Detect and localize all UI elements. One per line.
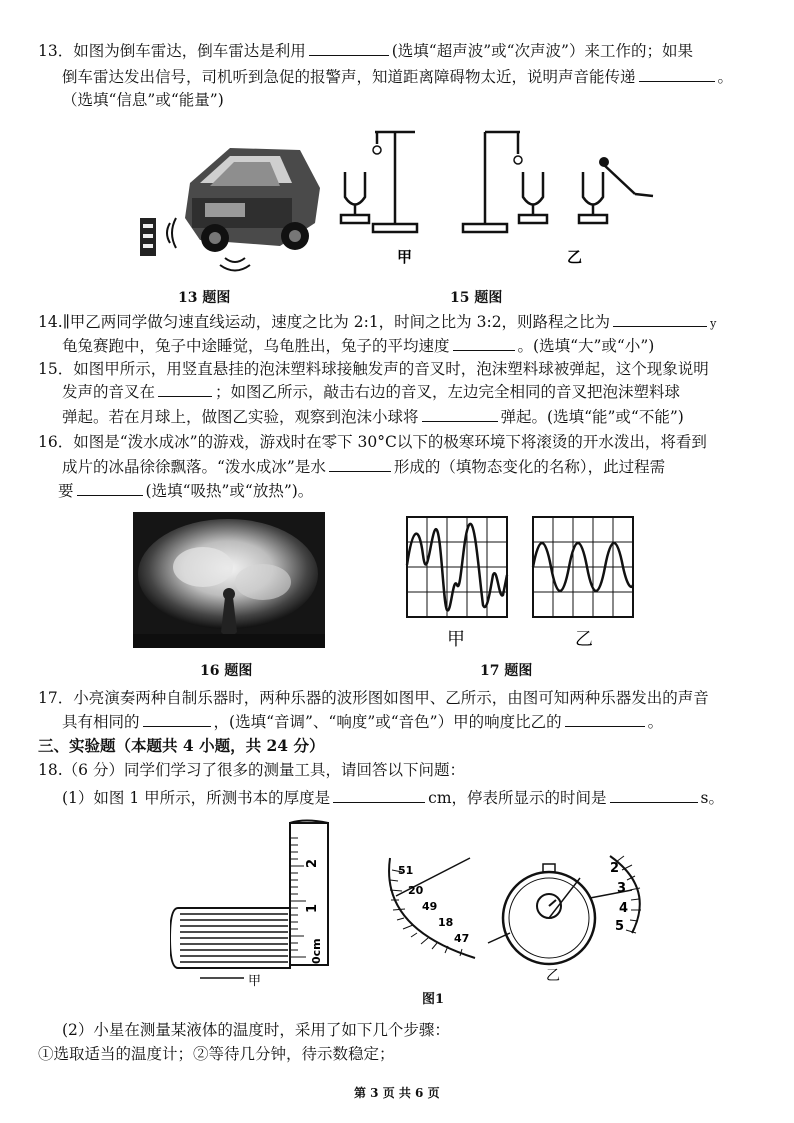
fig17-label-yi: 乙 <box>575 629 593 650</box>
q15-blank1[interactable] <box>158 381 212 397</box>
q13-line3: （选填“信息”或“能量”) <box>62 91 224 109</box>
q13-blank2[interactable] <box>639 66 715 82</box>
q18-part2: (2）小星在测量某液体的温度时，采用了如下几个步骤： <box>62 1021 450 1039</box>
q16-blank1[interactable] <box>329 456 391 472</box>
ruler-label-0cm: 0cm <box>310 938 323 964</box>
ruler-label-1: 1 <box>305 903 320 913</box>
q14-blank2[interactable] <box>453 335 515 351</box>
q15-line1: 15．如图甲所示，用竖直悬挂的泡沫塑料球接触发声的音叉时，泡沫塑料球被弹起，这个现象说明 <box>38 360 709 378</box>
fig1-label-jia: 甲 <box>248 974 262 989</box>
q15-blank2[interactable] <box>422 406 498 422</box>
q18-steps: ①选取适当的温度计；②等待几分钟，待示数稳定； <box>38 1045 395 1063</box>
dial-label-51: 51 <box>398 864 414 877</box>
ruler-label-2: 2 <box>305 858 320 868</box>
q16-line1: 16．如图是“泼水成冰”的游戏，游戏时在零下 30°C以下的极寒环境下将滚烫的开水泼出，将看到 <box>38 433 707 451</box>
fig17-caption: 17 题图 <box>480 663 533 679</box>
fig16-caption: 16 题图 <box>200 663 253 679</box>
q15-line2: 发声的音叉在 ；如图乙所示，敲击右边的音叉，左边完全相同的音叉把泡沫塑料球 <box>62 383 681 401</box>
q13-blank1[interactable] <box>309 40 389 56</box>
q16-line3: 要 (选填“吸热”或“放热”)。 <box>58 482 314 500</box>
fig15-label-jia: 甲 <box>397 248 413 266</box>
q18-blank1[interactable] <box>333 787 425 803</box>
fig15-tuning-fork-image <box>335 122 660 282</box>
subdial-label-2: 2 <box>610 861 620 876</box>
dial-label-20: 20 <box>408 884 424 897</box>
q14-line1: 14.∥甲乙两同学做匀速直线运动，速度之比为 2:1，时间之比为 3:2，则路程之比为 y <box>38 313 717 331</box>
q17-line1: 17．小亮演奏两种自制乐器时，两种乐器的波形图如图甲、乙所示，由图可知两种乐器发出的声音 <box>38 689 709 707</box>
fig17-label-jia: 甲 <box>447 629 465 650</box>
q18-blank2[interactable] <box>610 787 698 803</box>
q17-line2: 具有相同的 ，(选填“音调”、“响度”或“音色”）甲的响度比乙的 。 <box>62 713 664 731</box>
q17-blank2[interactable] <box>565 711 645 727</box>
fig15-label-yi: 乙 <box>567 248 583 266</box>
section3-title: 三、实验题（本题共 4 小题，共 24 分） <box>38 736 325 755</box>
q14-blank1[interactable] <box>613 311 707 327</box>
q16-blank2[interactable] <box>77 480 143 496</box>
fig1-measurement-image <box>170 818 660 1003</box>
fig1-caption: 图1 <box>422 992 445 1007</box>
subdial-label-3: 3 <box>617 881 627 896</box>
fig13-car-image <box>130 128 330 278</box>
q15-line3: 弹起。若在月球上，做图乙实验，观察到泡沫小球将 弹起。(选填“能”或“不能”) <box>62 408 684 426</box>
dial-label-18: 18 <box>438 916 454 929</box>
fig13-caption: 13 题图 <box>178 290 231 306</box>
q13-line1: 13．如图为倒车雷达，倒车雷达是利用 (选填“超声波”或“次声波”）来工作的；如果 <box>38 42 693 60</box>
q18-line1: 18.（6 分）同学们学习了很多的测量工具，请回答以下问题： <box>38 761 465 779</box>
page-footer: 第 3 页 共 6 页 <box>354 1086 440 1100</box>
fig15-caption: 15 题图 <box>450 290 503 306</box>
q17-blank1[interactable] <box>143 711 211 727</box>
fig17-waveform-image <box>405 515 635 650</box>
dial-label-49: 49 <box>422 900 438 913</box>
fig1-label-yi: 乙 <box>546 968 560 984</box>
q18-part1: (1）如图 1 甲所示，所测书本的厚度是 cm，停表所显示的时间是 s。 <box>62 789 724 807</box>
dial-label-47: 47 <box>454 932 470 945</box>
q16-line2: 成片的冰晶徐徐飘落。“泼水成冰”是水 形成的（填物态变化的名称），此过程需 <box>62 458 666 476</box>
q14-line2: 龟兔赛跑中，兔子中途睡觉，乌龟胜出，兔子的平均速度 。(选填“大”或“小”) <box>62 337 655 355</box>
q13-line2: 倒车雷达发出信号，司机听到急促的报警声，知道距离障碍物太近，说明声音能传递 。 <box>62 68 734 86</box>
fig16-ice-splash-photo <box>133 512 325 648</box>
subdial-label-4: 4 <box>619 901 629 916</box>
subdial-label-5: 5 <box>615 919 625 934</box>
